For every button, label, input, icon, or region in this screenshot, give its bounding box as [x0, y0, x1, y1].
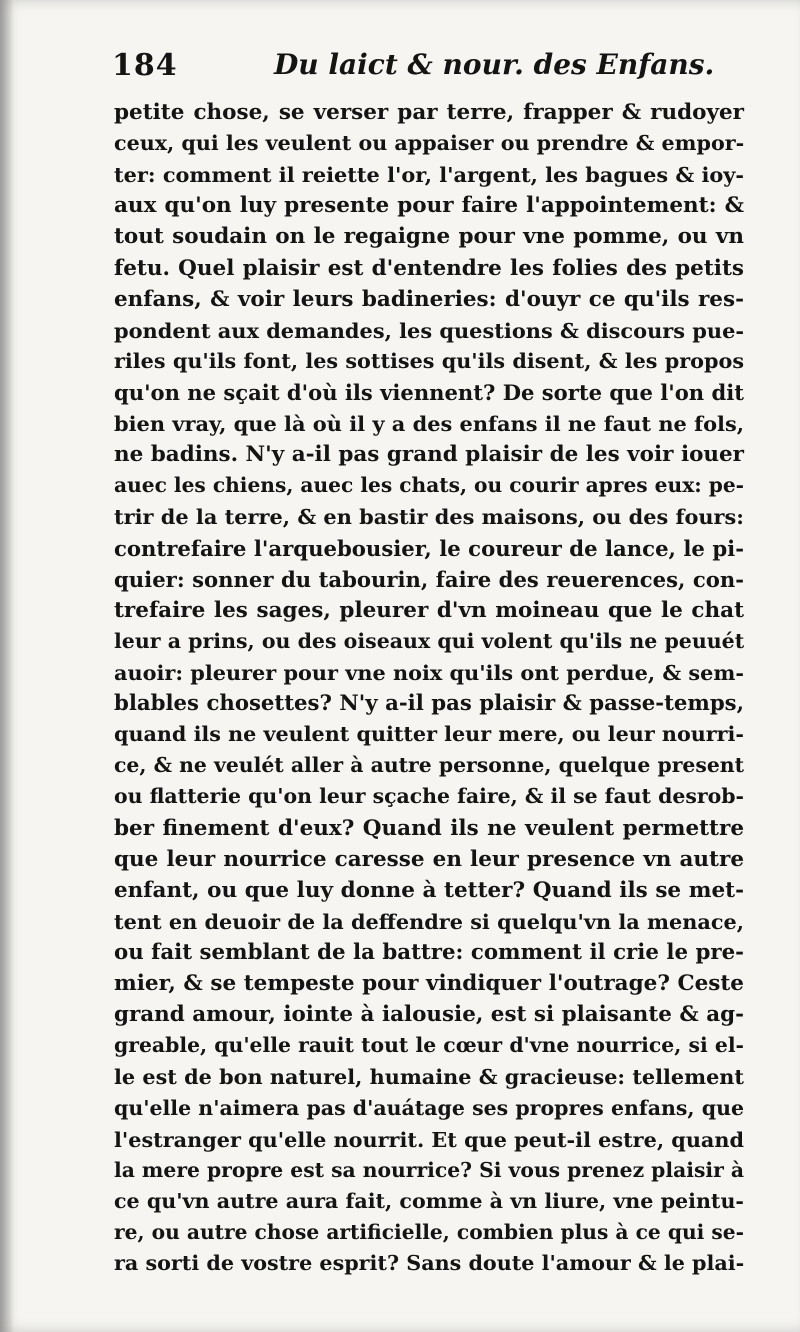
text-line: mier, & se tempeste pour vindiquer l'outrage? Ceste	[114, 971, 744, 997]
text-line: quand ils ne veulent quitter leur mere, ou leur nourri-	[114, 722, 744, 747]
text-line: le est de bon naturel, humaine & gracieuse: tellement	[114, 1064, 744, 1090]
text-line: ra sorti de vostre esprit? Sans doute l'amour & le plai-	[114, 1251, 745, 1276]
text-line: petite chose, se verser par terre, frapper & rudoyer	[114, 100, 744, 125]
text-line: ceux, qui les veulent ou appaiser ou prendre & empor-	[114, 131, 745, 156]
text-line: qu'elle n'aimera pas d'auátage ses propres enfans, que	[114, 1095, 744, 1120]
running-title: Du laict & nour. des Enfans.	[274, 48, 715, 81]
text-line: quier: sonner du tabourin, faire des reuerences, con-	[114, 566, 744, 592]
text-line: la mere propre est sa nourrice? Si vous prenez plaisir à	[114, 1157, 744, 1182]
text-line: auec les chiens, auec les chats, ou courir apres eux: pe-	[114, 473, 745, 498]
page-number: 184	[112, 48, 178, 83]
text-line: contrefaire l'arquebousier, le coureur de lance, le pi-	[114, 535, 744, 561]
text-line: ne badins. N'y a-il pas grand plaisir de les voir iouer	[114, 442, 744, 468]
text-line: enfant, ou que luy donne à tetter? Quand ils se met-	[114, 877, 744, 903]
text-line: tent en deuoir de la deffendre si quelqu'vn la menace,	[114, 908, 744, 934]
text-line: aux qu'on luy presente pour faire l'appointement: &	[114, 193, 744, 219]
text-line: ou fait semblant de la battre: comment il crie le pre-	[114, 939, 744, 965]
gutter-shadow	[0, 0, 14, 1332]
text-line: bien vray, que là où il y a des enfans il ne faut ne fols,	[114, 411, 744, 437]
text-line: ce qu'vn autre aura fait, comme à vn liure, vne peintu-	[114, 1188, 744, 1213]
text-line: l'estranger qu'elle nourrit. Et que peut-il estre, quand	[114, 1126, 744, 1152]
text-line: leur a prins, ou des oiseaux qui volent qu'ils ne peuuét	[114, 628, 745, 653]
text-line: ber finement d'eux? Quand ils ne veulent permettre	[114, 815, 744, 841]
text-line: auoir: pleurer pour vne noix qu'ils ont perdue, & sem-	[114, 659, 744, 685]
text-line: trir de la terre, & en bastir des maisons, ou des fours:	[114, 504, 744, 530]
text-line: ce, & ne veulét aller à autre personne, quelque present	[114, 753, 744, 778]
text-line: re, ou autre chose artificielle, combien plus à ce qui se-	[114, 1219, 744, 1244]
text-line: enfans, & voir leurs badineries: d'ouyr ce qu'ils res-	[114, 286, 744, 312]
text-line: tout soudain on le regaigne pour vne pomme, ou vn	[114, 224, 744, 250]
text-line: qu'on ne sçait d'où ils viennent? De sorte que l'on dit	[114, 379, 744, 405]
text-line: que leur nourrice caresse en leur presence vn autre	[114, 846, 744, 872]
text-line: pondent aux demandes, les questions & discours pue-	[114, 317, 745, 343]
text-line: grand amour, iointe à ialousie, est si plaisante & ag-	[114, 1002, 744, 1028]
text-line: ter: comment il reiette l'or, l'argent, les bagues & ioy-	[114, 162, 744, 188]
text-line: ou flatterie qu'on leur sçache faire, & il se faut desrob-	[114, 784, 744, 809]
text-line: fetu. Quel plaisir est d'entendre les folies des petits	[114, 255, 744, 281]
text-body	[114, 97, 744, 1279]
text-line: greable, qu'elle rauit tout le cœur d'vne nourrice, si el-	[114, 1033, 744, 1058]
text-line: riles qu'ils font, les sottises qu'ils disent, & les propos	[114, 348, 744, 373]
page-header	[112, 44, 752, 92]
text-line: blables chosettes? N'y a-il pas plaisir & passe-temps,	[114, 691, 744, 717]
text-line: trefaire les sages, pleurer d'vn moineau que le chat	[114, 597, 744, 623]
